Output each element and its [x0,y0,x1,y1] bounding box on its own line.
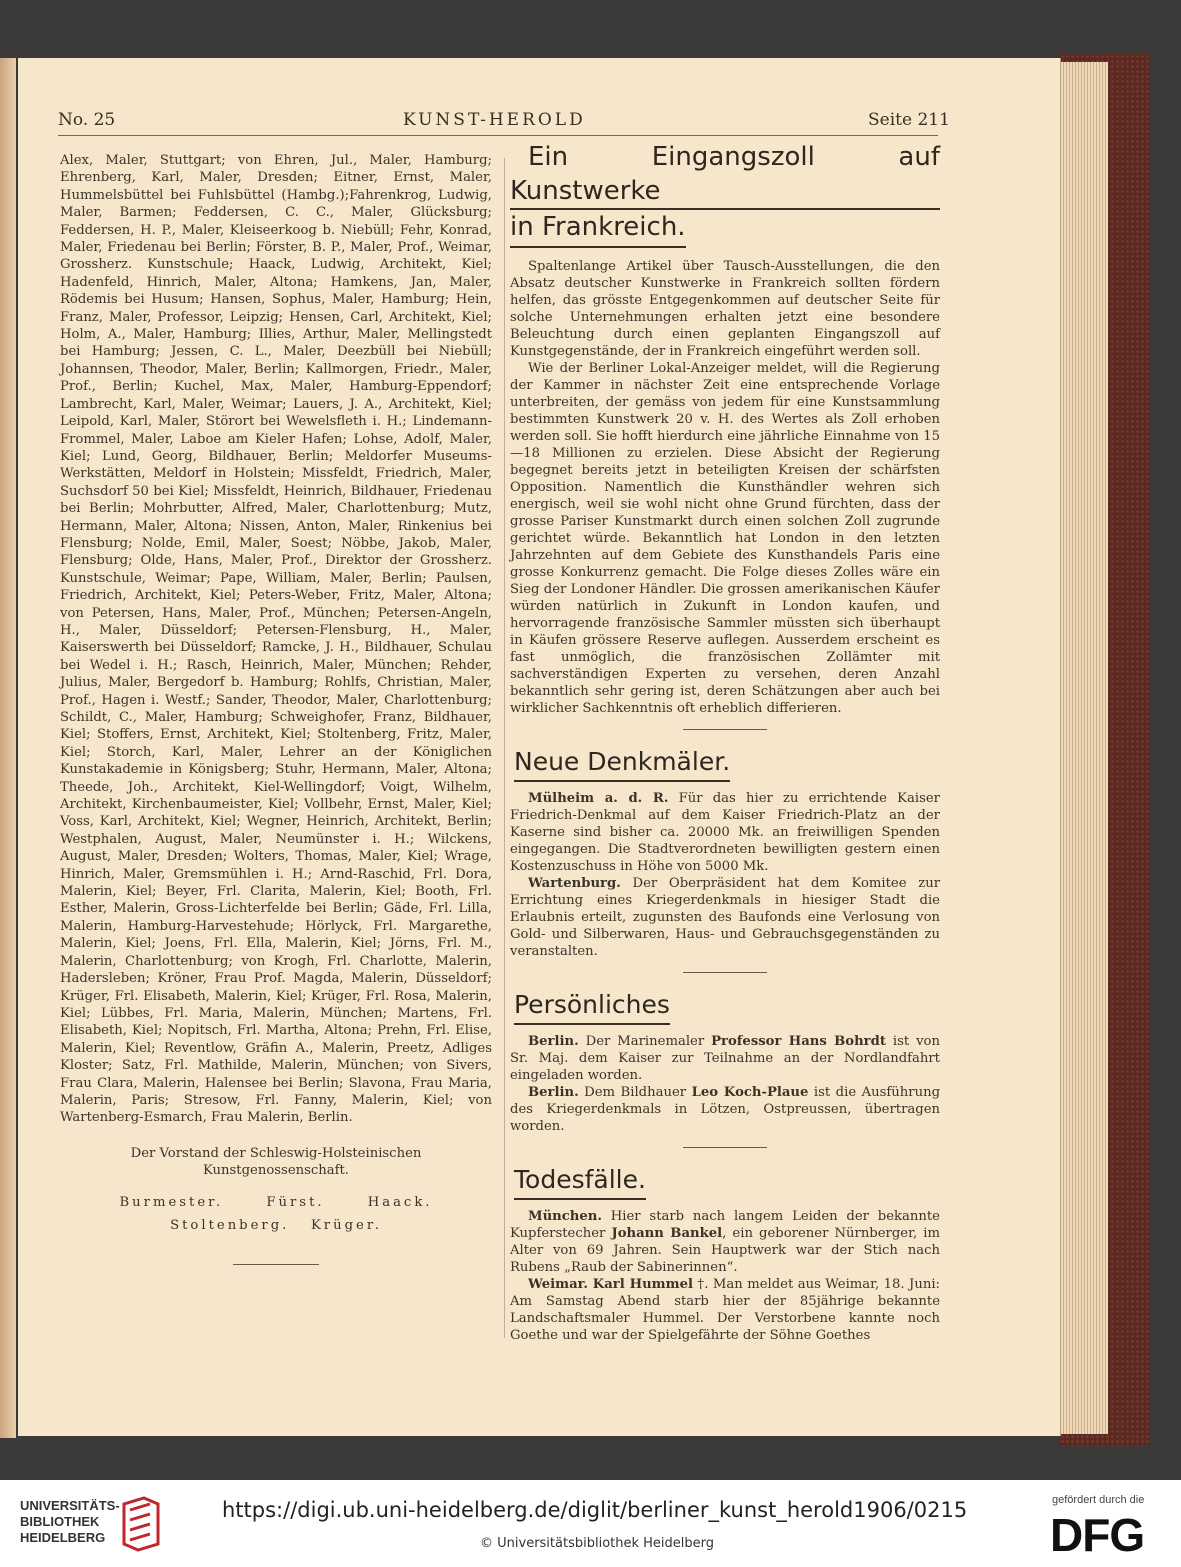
zoll-paragraph-1: Spaltenlange Artikel über Tausch-Ausstellungen, die den Absatz deutscher Kunstwerke in Frankreich sollten fördern helfen, das grösste Entgegenkommen auf deutscher Seite für solche Unternehmungen erhalten jetzt eine besondere Beleuchtung durch einen geplanten Eingangszoll auf Kunstgegenstände, der in Frankreich eingeführt werden soll. [510,259,940,359]
board-line-1: Der Vorstand der Schleswig-Holsteinischen [130,1145,422,1161]
item-text: Hier starb nach langem Leiden der bekannte Kupferstecher [510,1209,940,1241]
right-column [510,140,940,1344]
todesfaelle-heading: Todesfälle. [514,1164,646,1200]
section-title-persoenliches [514,989,940,1025]
running-title: KUNST-HEROLD [403,110,586,130]
item-text: Dem Bildhauer [578,1085,692,1100]
item-text: ist von Sr. Maj. dem Kaiser zur Teilnahme an der Nordlandfahrt eingeladen worden. [510,1034,940,1083]
item-text: Der Marinemaler [578,1034,712,1049]
item-text: Der Oberpräsident hat dem Komitee zur Errichtung eines Kriegerdenkmals in hiesiger Stadt die Erlaubnis erteilt, zugunsten des Baufonds eine Verlosung von Gold- und Silberwaren, Haus- und Gebrauchsgegenständen zu veranstalten. [510,876,940,959]
permalink[interactable]: https://digi.ub.uni-heidelberg.de/diglit/berliner_kunst_herold1906/0215 [222,1498,968,1522]
logo-text-3: HEIDELBERG [20,1530,106,1545]
item-text: Für das hier zu errichtende Kaiser Friedrich-Denkmal auf dem Kaiser Friedrich-Platz an der Kaserne sind bisher ca. 20000 Mk. an freiwilligen Spenden eingegangen. Die Stadtverordneten bewilligten gestern einen Kostenzuschuss in Höhe von 5000 Mk. [510,791,940,874]
death-item-1 [510,1208,940,1276]
denkmal-item-1 [510,790,940,875]
place-label: Weimar. Karl Hummel [528,1277,693,1292]
person-name: Professor Hans Bohrdt [711,1034,886,1049]
place-label: Wartenburg. [528,876,621,891]
persoenliches-heading: Persönliches [514,989,670,1025]
death-item-2 [510,1276,940,1344]
headline-line-1: Ein Eingangszoll auf Kunstwerke [510,142,940,206]
left-column [60,152,492,1265]
place-label: Mülheim a. d. R. [528,791,669,806]
personal-item-2 [510,1084,940,1135]
board-line-2: Kunstgenossenschaft. [202,1163,349,1179]
library-mark-icon [118,1494,164,1556]
denkmal-item-2 [510,875,940,960]
section-rule [683,1147,767,1148]
dfg-logo[interactable]: DFG [1050,1509,1145,1561]
previous-page-edge [0,58,16,1438]
item-text: ist die Ausführung des Kriegerdenkmals in Lötzen, Ostpreussen, übertragen worden. [510,1085,941,1134]
headline-line-2: in Frankreich. [510,210,686,248]
section-rule [683,729,767,730]
place-label: Berlin. [528,1085,579,1100]
section-title-denkmaeler [514,746,940,782]
library-logo[interactable] [20,1498,120,1546]
headline-line-2-wrap [510,210,940,248]
member-list: Alex, Maler, Stuttgart; von Ehren, Jul., Maler, Hamburg; Ehrenberg, Karl, Maler, Dresden; Eitner, Ernst, Maler, Hummelsbüttel bei Fuhlsbüttel (Hambg.);Fahrenkrog, Ludwig, Maler, Barmen; Feddersen, C. C., Maler, Glücksburg; Feddersen, H. P., Maler, Kleiseerkoog b. Niebüll; Fehr, Konrad, Maler, Friedenau bei Berlin; Förster, B. P., Maler, Prof., Weimar, Grossherz. Kunstschule; Haack, Ludwig, Architekt, Kiel; Hadenfeld, Hinrich, Maler, Altona; Hamkens, Jan, Maler, Rödemis bei Husum; Hansen, Sophus, Maler, Hamburg; Hein, Franz, Maler, Professor, Leipzig; Hensen, Carl, Architekt, Kiel; Holm, A., Maler, Hamburg; Illies, Arthur, Maler, Mellingstedt bei Hamburg; Jessen, C. L., Maler, Deezbüll bei Niebüll; Johannsen, Theodor, Maler, Berlin; Kallmorgen, Friedr., Maler, Prof., Berlin; Kuchel, Max, Maler, Hamburg-Eppendorf; Lambrecht, Karl, Maler, Weimar; Lauers, J. A., Architekt, Kiel; Leipold, Karl, Maler, Störort bei Wewelsfleth i. H.; Lindemann-Frommel, Maler, Laboe am Kieler Hafen; Lohse, Adolf, Maler, Kiel; Lund, Georg, Bildhauer, Berlin; Meldorfer Museums-Werkstätten, Meldorf in Holstein; Missfeldt, Friedrich, Maler, Suchsdorf 50 bei Kiel; Missfeldt, Heinrich, Bildhauer, Friedenau bei Berlin; Mohrbutter, Alfred, Maler, Charlottenburg; Mutz, Hermann, Maler, Altona; Nissen, Anton, Maler, Rinkenius bei Flensburg; Nolde, Emil, Maler, Soest; Nöbbe, Jakob, Maler, Flensburg; Olde, Hans, Maler, Prof., Direktor der Grossherz. Kunstschule, Weimar; Pape, William, Maler, Berlin; Paulsen, Friedrich, Architekt, Kiel; Peters-Weber, Fritz, Maler, Altona; von Petersen, Hans, Maler, Prof., München; Petersen-Angeln, H., Maler, Düsseldorf; Petersen-Flensburg, H., Maler, Kaiserswerth bei Düsseldorf; Ramcke, J. H., Bildhauer, Schulau bei Wedel i. H.; Rasch, Heinrich, Maler, München; Rehder, Julius, Maler, Bergedorf b. Hamburg; Rohlfs, Christian, Maler, Prof., Hagen i. Westf.; Sander, Theodor, Maler, Charlottenburg; Schildt, C., Maler, Hamburg; Schweighofer, Franz, Bildhauer, Kiel; Stoffers, Ernst, Architekt, Kiel; Stoltenberg, Fritz, Maler, Kiel; Storch, Karl, Maler, Lehrer an der Königlichen Kunstakademie in Königsberg; Stuhr, Hermann, Maler, Altona; Theede, Joh., Architekt, Kiel-Wellingdorf; Voigt, Wilhelm, Architekt, Kirchenbaumeister, Kiel; Vollbehr, Ernst, Maler, Kiel; Voss, Karl, Architekt, Kiel; Wegner, Heinrich, Architekt, Berlin; Westphalen, August, Maler, Neumünster i. H.; Wilckens, August, Maler, Dresden; Wolters, Thomas, Maler, Kiel; Wrage, Hinrich, Maler, Gremsmühlen i. H.; Arnd-Raschid, Frl. Dora, Malerin, Kiel; Beyer, Frl. Clarita, Malerin, Kiel; Booth, Frl. Esther, Malerin, Gross-Lichterfelde bei Berlin; Gäde, Frl. Lilla, Malerin, Hamburg-Harvestehude; Hörlyck, Frl. Margarethe, Malerin, Kiel; Joens, Frl. Ella, Malerin, Kiel; Jörns, Frl. M., Malerin, Charlottenburg; von Krogh, Frl. Charlotte, Malerin, Hadersleben; Kröner, Frau Prof. Magda, Malerin, Düsseldorf; Krüger, Frl. Elisabeth, Malerin, Kiel; Krüger, Frl. Rosa, Malerin, Kiel; Lübbes, Frl. Maria, Malerin, München; Martens, Frl. Elisabeth, Kiel; Nopitsch, Frl. Martha, Altona; Prehn, Frl. Elise, Malerin, Kiel; Reventlow, Gräfin A., Malerin, Preetz, Adliges Kloster; Satz, Frl. Mathilde, Malerin, München; von Sivers, Frau Clara, Malerin, Halensee bei Berlin; Slavona, Frau Maria, Malerin, Paris; Stresow, Frl. Fanny, Malerin, Kiel; von Wartenberg-Esmarch, Frau Malerin, Berlin. [60,153,492,1126]
end-rule [233,1264,319,1265]
item-text: Man meldet aus Weimar, 18. Juni: Am Samstag Abend starb hier der 85jährige bekannte Landschaftsmaler Hummel. Der Verstorbene kannte noch Goethe und war der Spielgefährte der Söhne Goethes [510,1277,940,1343]
section-rule [683,972,767,973]
logo-text-2: BIBLIOTHEK [20,1514,100,1529]
header-rule [58,135,938,136]
signature-block [60,1145,492,1266]
copyright-notice: © Universitätsbibliothek Heidelberg [480,1536,715,1551]
viewer-footer [0,1480,1181,1567]
death-mark: †. [692,1277,709,1292]
issue-number: No. 25 [58,110,116,130]
person-name: Johann Bankel [611,1226,723,1241]
section-title-todesfaelle [514,1164,940,1200]
signatories-line-2: Stoltenberg. Krüger. [170,1217,382,1233]
item-text: , ein geborener Nürnberger, im Alter von 69 Jahren. Sein Hauptwerk war der Stich nach Rubens „Raub der Sabinerinnen“. [510,1226,940,1275]
logo-text-1: UNIVERSITÄTS- [20,1498,120,1513]
page-stack [1058,62,1108,1434]
person-name: Leo Koch-Plaue [691,1085,809,1100]
signatories-line-1: Burmester. Fürst. Haack. [119,1194,433,1210]
page-number: Seite 211 [868,110,950,130]
zoll-paragraph-2: Wie der Berliner Lokal-Anzeiger meldet, will die Regierung der Kammer in nächster Zeit eine entsprechende Vorlage unterbreiten, der gemäss von jedem für eine Kunstsammlung bestimmten Kunstwerk 20 v. H. des Wertes als Zoll erhoben werden soll. Sie hofft hierdurch eine jährliche Einnahme von 15—18 Millionen zu erzielen. Diese Absicht der Regierung begegnet bereits jetzt in beteiligten Kreisen der schärfsten Opposition. Namentlich die Kunsthändler wehren sich energisch, weil sie wohl nicht ohne Grund fürchten, dass der grosse Pariser Kunstmarkt durch einen solchen Zoll zugrunde gerichtet würde. Bekanntlich hat London in den letzten Jahrzehnten auf dem Gebiete des Kunsthandels Paris eine grosse Konkurrenz gemacht. Die Folge dieses Zolles wäre ein Sieg der Londoner Händler. Die grossen amerikanischen Käufer würden natürlich in Zukunft in London kaufen, und hervorragende französische Sammler müssten sich überhaupt in Käufen grössere Reserve auflegen. Ausserdem erscheint es fast unmöglich, die französischen Zollämter mit sachverständigen Experten zu versehen, deren Anzahl bekanntlich sehr gering ist, deren Schätzungen aber auch bei wirklicher Sachkenntnis oft erheblich differieren. [510,361,940,716]
page [18,58,1061,1436]
denkmaeler-heading: Neue Denkmäler. [514,746,730,782]
article-headline [510,140,940,210]
personal-item-1 [510,1033,940,1084]
funding-note: gefördert durch die [1052,1494,1145,1506]
column-divider [504,158,505,1338]
place-label: München. [528,1209,602,1224]
place-label: Berlin. [528,1034,579,1049]
